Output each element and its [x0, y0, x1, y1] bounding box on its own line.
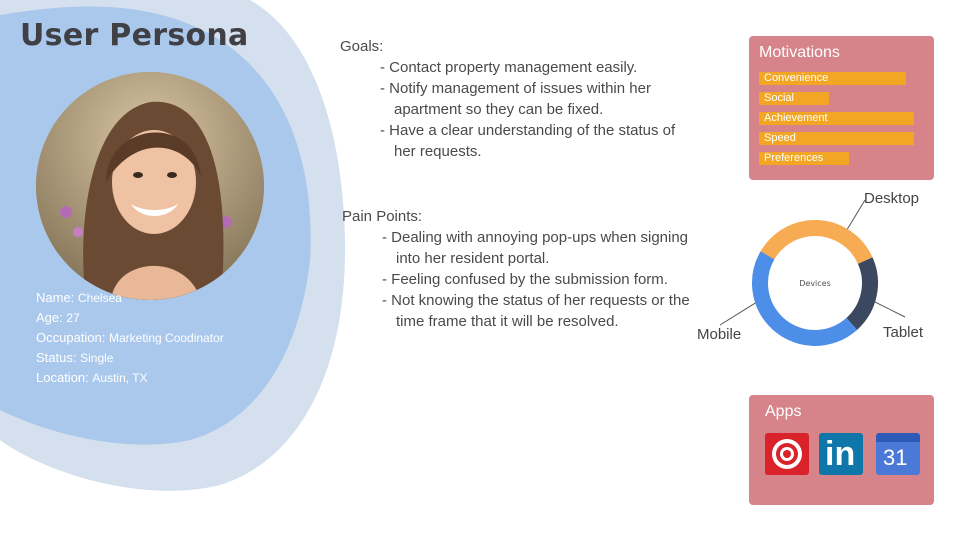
motivation-bar-preferences: Preferences: [759, 152, 849, 165]
page-title: User Persona: [20, 18, 249, 53]
occupation-value: Marketing Coodinator: [109, 331, 224, 345]
persona-location-row: [36, 368, 224, 388]
calendar-app-icon-text: 31: [883, 445, 908, 470]
motivation-bar-speed: Speed: [759, 132, 914, 145]
persona-info: [36, 288, 224, 388]
pain-points-heading: Pain Points:: [342, 208, 423, 225]
name-value: Chelsea: [77, 291, 122, 305]
devices-center-label: Devices: [799, 279, 831, 288]
goals-section: [340, 36, 700, 162]
persona-status-row: [36, 348, 224, 368]
goals-heading: Goals:: [340, 38, 384, 55]
name-label: Name:: [36, 290, 75, 305]
persona-age-row: [36, 308, 224, 328]
motivation-bar-social: Social: [759, 92, 829, 105]
status-value: Single: [80, 351, 114, 365]
devices-label-mobile: Mobile: [697, 326, 742, 343]
motivation-bar-convenience: Convenience: [759, 72, 906, 85]
motivation-bar-achievement: Achievement: [759, 112, 914, 125]
linkedin-app-icon-text: in: [825, 435, 856, 473]
devices-label-desktop: Desktop: [864, 190, 920, 207]
devices-label-tablet: Tablet: [883, 324, 924, 341]
apps-title: Apps: [765, 403, 802, 420]
occupation-label: Occupation:: [36, 330, 106, 345]
location-value: Austin, TX: [92, 371, 148, 385]
motivations-title: Motivations: [759, 44, 840, 61]
target-app-icon[interactable]: [765, 433, 809, 475]
pain-point-item: - Not knowing the status of her requests or the time frame that it will be resolved.: [382, 292, 690, 330]
pain-points-section: [342, 206, 702, 332]
goal-item: - Have a clear understanding of the status of her requests.: [380, 122, 676, 160]
age-label: Age:: [36, 310, 63, 325]
goal-item: - Contact property management easily.: [380, 59, 638, 76]
calendar-app-icon[interactable]: [876, 433, 920, 475]
persona-name-row: [36, 288, 224, 308]
pain-point-item: - Feeling confused by the submission form.: [382, 271, 668, 288]
pain-point-item: - Dealing with annoying pop-ups when signing into her resident portal.: [382, 229, 689, 267]
location-label: Location:: [36, 370, 89, 385]
status-label: Status:: [36, 350, 77, 365]
goal-item: - Notify management of issues within her apartment so they can be fixed.: [380, 80, 651, 118]
linkedin-app-icon[interactable]: [819, 433, 863, 475]
age-value: 27: [66, 311, 80, 325]
motivations-card: [749, 36, 934, 180]
persona-avatar: [36, 72, 264, 300]
apps-card: [749, 395, 934, 505]
persona-occupation-row: [36, 328, 224, 348]
